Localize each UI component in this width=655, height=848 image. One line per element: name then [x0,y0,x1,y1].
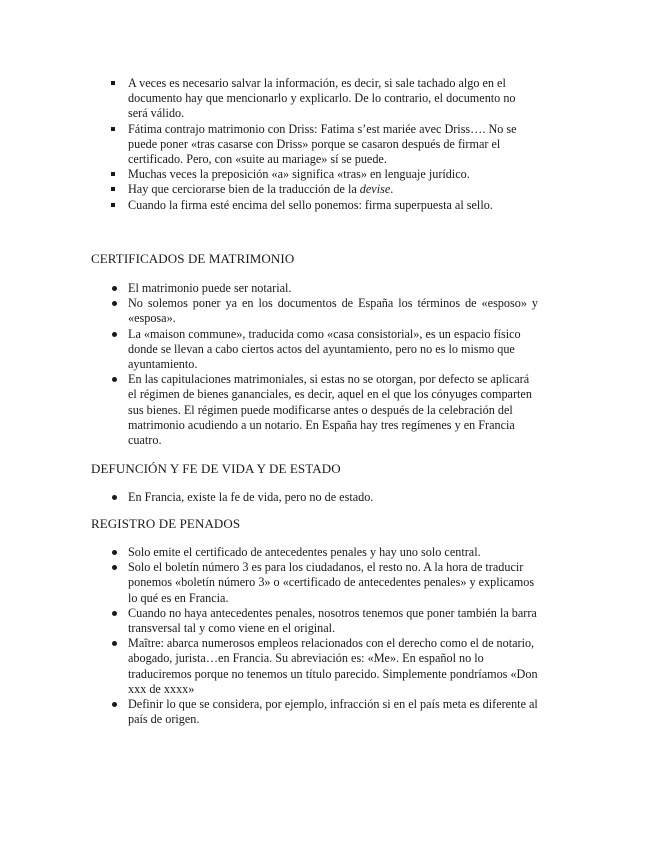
list-item: Solo emite el certificado de antecedentes penales y hay uno solo central. [128,545,538,560]
list-item: En las capitulaciones matrimoniales, si estas no se otorgan, por defecto se aplicará el régimen de bienes gananciales, es decir, aquel en el que los cónyuges comparten sus bienes. El régimen puede modificarse antes o después de la celebración del matrimonio acudiendo a un notario. En España hay tres regímenes y en Francia cuatro. [128,372,538,448]
bullet-icon [112,702,117,707]
bullet-icon [112,377,117,382]
intro-list [128,76,538,213]
list-item: Maître: abarca numerosos empleos relacionados con el derecho como el de notario, abogado, jurista…en Francia. Su abreviación es: «Me». En español no lo traduciremos porque no tenemos un título parecido. Simplemente pondríamos «Don xxx de xxxx» [128,636,538,697]
list-item: Cuando no haya antecedentes penales, nosotros tenemos que poner también la barra transversal tal y como viene en el original. [128,606,538,636]
list-item: Hay que cerciorarse bien de la traducción de la devise. [128,182,538,197]
list-item: Solo el boletín número 3 es para los ciudadanos, el resto no. A la hora de traducir ponemos «boletín número 3» o «certificado de antecedentes penales» y explicamos lo qué es en Francia. [128,560,538,606]
square-bullet-icon [111,127,115,131]
list-item: Definir lo que se considera, por ejemplo, infracción si en el país meta es diferente al país de origen. [128,697,538,727]
bullet-icon [112,495,117,500]
square-bullet-icon [111,203,115,207]
square-bullet-icon [111,81,115,85]
list-item: El matrimonio puede ser notarial. [128,281,538,296]
section-heading-penados: REGISTRO DE PENADOS [91,516,241,531]
list-item: La «maison commune», traducida como «casa consistorial», es un espacio físico donde se llevan a cabo ciertos actos del ayuntamiento, pero no es lo mismo que ayuntamiento. [128,327,538,373]
list-item: Cuando la firma esté encima del sello ponemos: firma superpuesta al sello. [128,198,538,213]
bullet-icon [112,332,117,337]
section-heading-defuncion: DEFUNCIÓN Y FE DE VIDA Y DE ESTADO [91,461,341,476]
square-bullet-icon [111,172,115,176]
defuncion-list [128,490,538,505]
penados-list [128,545,538,727]
bullet-icon [112,565,117,570]
list-item: A veces es necesario salvar la información, es decir, si sale tachado algo en el documento hay que mencionarlo y explicarlo. De lo contrario, el documento no será válido. [128,76,538,122]
bullet-icon [112,611,117,616]
bullet-icon [112,286,117,291]
bullet-icon [112,301,117,306]
square-bullet-icon [111,187,115,191]
bullet-icon [112,641,117,646]
bullet-icon [112,550,117,555]
matrimonio-list [128,281,538,448]
list-item: Fátima contrajo matrimonio con Driss: Fatima s’est mariée avec Driss…. No se puede poner «tras casarse con Driss» porque se casaron después de firmar el certificado. Pero, con «suite au mariage» sí se puede. [128,122,538,168]
list-item: En Francia, existe la fe de vida, pero no de estado. [128,490,538,505]
section-heading-matrimonio: CERTIFICADOS DE MATRIMONIO [91,251,295,266]
list-item: Muchas veces la preposición «a» significa «tras» en lenguaje jurídico. [128,167,538,182]
list-item: No solemos poner ya en los documentos de España los términos de «esposo» y «esposa». [128,296,538,326]
